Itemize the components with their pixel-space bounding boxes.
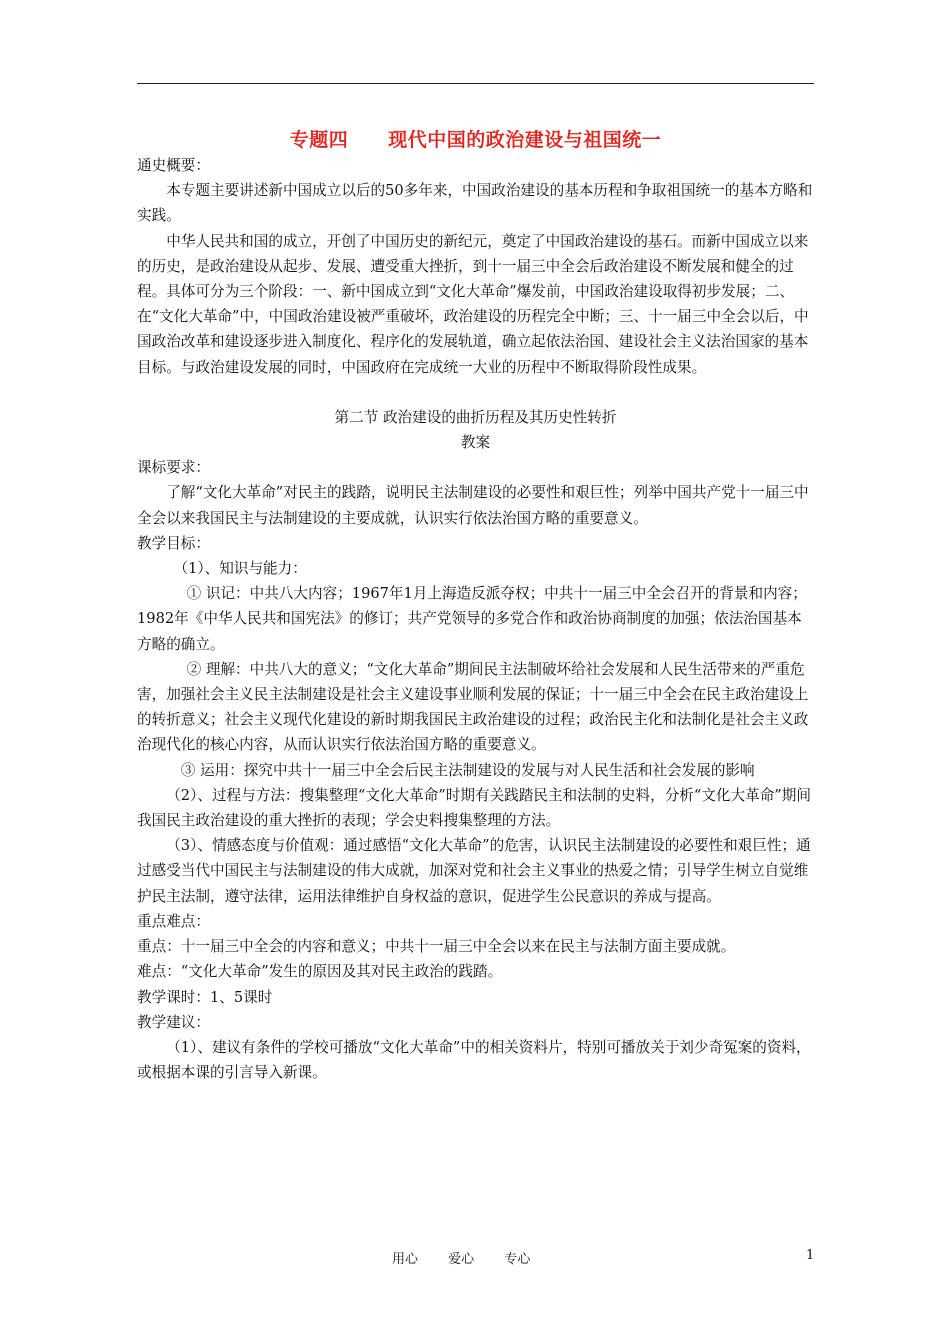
overview-heading: 通史概要： (137, 157, 210, 174)
goal-1-apply: ③ 运用：探究中共十一届三中全会后民主法制建设的发展与对人民生活和社会发展的影响 (180, 761, 755, 779)
section-title: 第二节 政治建设的曲折历程及其历史性转折 (334, 408, 617, 426)
suggest-heading: 教学建议： (137, 1013, 210, 1031)
goal-1-heading: （1）、知识与能力： (173, 560, 307, 578)
goal-2: （2）、过程与方法：搜集整理“文化大革命”时期有关践踏民主和法制的史料，分析“文化大革命”期间我国民主政治建设的重大挫折的表现；学会史料搜集整理的方法。 (137, 786, 811, 830)
key-point: 重点：十一届三中全会的内容和意义；中共十一届三中全会以来在民主与法制方面主要成就。 (137, 938, 736, 956)
goal-3: （3）、情感态度与价值观：通过感悟“文化大革命”的危害，认识民主法制建设的必要性和艰巨性；通过感受当代中国民主与法制建设的伟大成就，加深对党和社会主义事业的热爱之情；引导学生树立自觉维护民主法制，遵守法律，运用法律维护自身权益的意识，促进学生公民意识的养成与提高。 (137, 837, 811, 905)
suggest-item-1: （1）、建议有条件的学校可播放“文化大革命”中的相关资料片，特别可播放关于刘少奇冤案的资料，或根据本课的引言导入新课。 (137, 1038, 811, 1082)
page-title (137, 127, 814, 153)
goals-heading: 教学目标： (137, 534, 210, 552)
page-number: 1 (806, 1248, 815, 1263)
curriculum-paragraph: 了解“文化大革命”对民主的践踏，说明民主法制建设的必要性和艰巨性；列举中国共产党十一届三中全会以来我国民主与法制建设的主要成就，认识实行依法治国方略的重要意义。 (137, 484, 809, 527)
teaching-hours: 教学课时：1、5课时 (137, 988, 273, 1006)
footer-word-1: 用心 (392, 1252, 419, 1267)
header-rule (137, 83, 814, 84)
document-body (137, 127, 814, 1085)
title-text: 现代中国的政治建设与祖国统一 (388, 129, 662, 151)
overview-paragraph-2: 中华人民共和国的成立，开创了中国历史的新纪元，奠定了中国政治建设的基石。而新中国成立以来的历史，是政治建设从起步、发展、遭受重大挫折，到十一届三中全会后政治建设不断发展和健全的过程。具体可分为三个阶段：一、新中国成立到“文化大革命”爆发前，中国政治建设取得初步发展；二、在“文化大革命”中，中国政治建设被严重破坏，政治建设的历程完全中断；三、十一届三中全会以后，中国政治改革和建设逐步进入制度化、程序化的发展轨道，确立起依法治国、建设社会主义法治国家的基本目标。与政治建设发展的同时，中国政府在完成统一大业的历程中不断取得阶段性成果。 (137, 232, 809, 376)
overview-paragraph-1: 本专题主要讲述新中国成立以后的50多年来，中国政治建设的基本历程和争取祖国统一的基本方略和实践。 (137, 182, 813, 225)
difficult-point: 难点：“文化大革命”发生的原因及其对民主政治的践踏。 (137, 963, 503, 981)
footer-motto (392, 1248, 556, 1267)
title-topic: 专题四 (289, 129, 349, 151)
goal-1-understand: ② 理解：中共八大的意义；“文化大革命”期间民主法制破坏给社会发展和人民生活带来的严重危害，加强社会主义民主法制建设是社会主义建设事业顺利发展的保证；十一届三中全会在民主政治建设上的转折意义；社会主义现代化建设的新时期我国民主政治建设的过程；政治民主化和法制化是社会主义政治现代化的核心内容，从而认识实行依法治国方略的重要意义。 (137, 660, 809, 754)
section-subtitle: 教案 (460, 434, 491, 452)
goal-1-memorize: ① 识记：中共八大内容；1967年1月上海造反派夺权；中共十一届三中全会召开的背景和内容；1982年《中华人民共和国宪法》的修订；共产党领导的多党合作和政治协商制度的加强；依法治国基本方略的确立。 (137, 585, 807, 653)
footer-word-3: 专心 (504, 1252, 531, 1267)
curriculum-heading: 课标要求： (137, 459, 210, 477)
key-heading: 重点难点： (137, 912, 210, 930)
footer-word-2: 爱心 (448, 1252, 475, 1267)
